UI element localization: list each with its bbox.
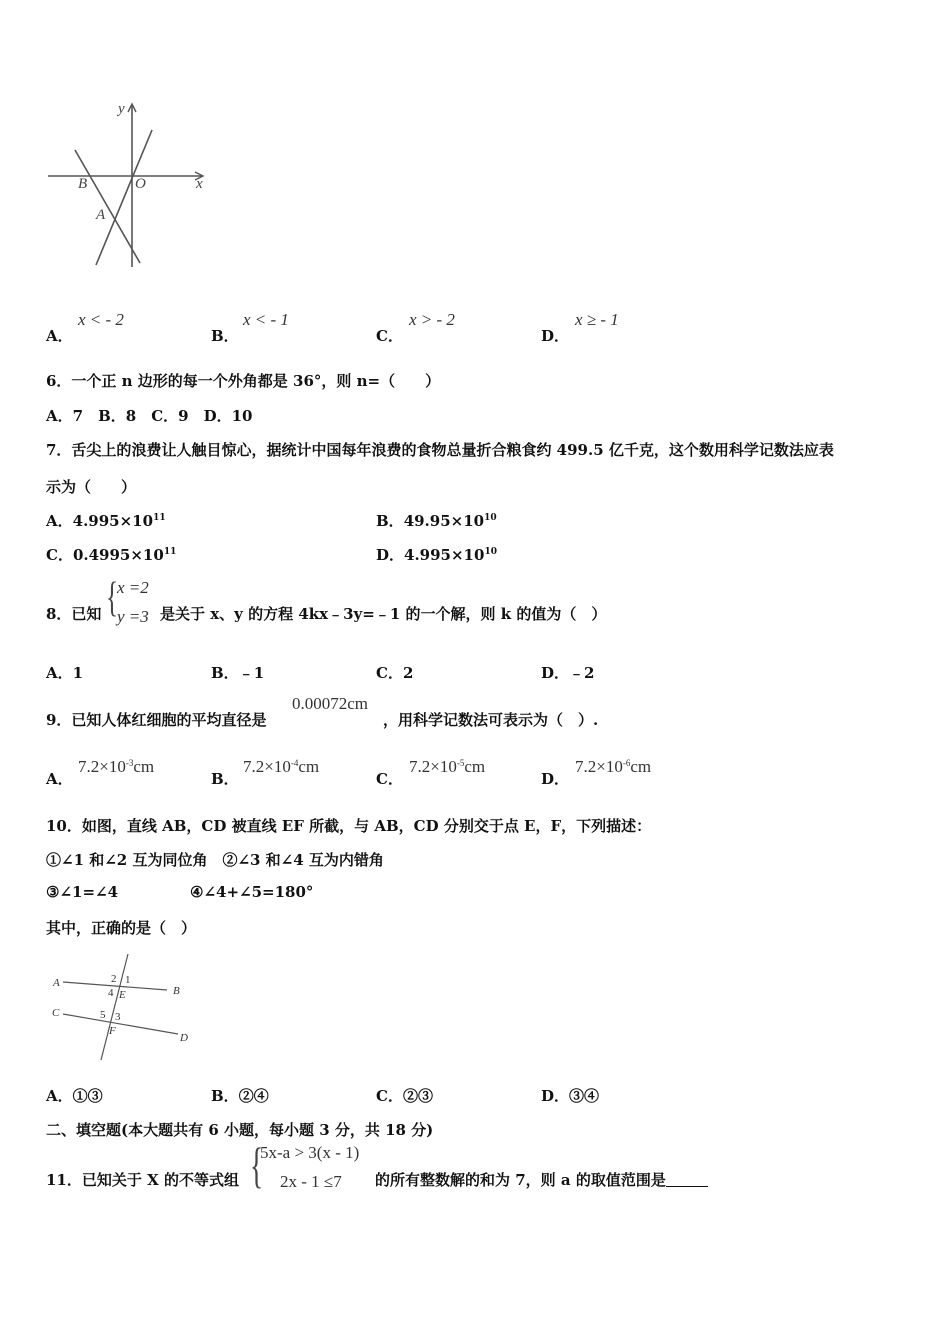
line-through-a bbox=[96, 130, 152, 265]
q8-system-eq2: y =3 bbox=[117, 607, 149, 626]
q8-system-eq1: x =2 bbox=[117, 578, 149, 597]
q5-option-a[interactable]: A． bbox=[46, 327, 73, 345]
q7-option-c[interactable]: C．$0.4995\times 10^{11}$ bbox=[46, 546, 177, 564]
q11-suffix: 的所有整数解的和为 7，则 a 的取值范围是 bbox=[375, 1169, 708, 1190]
q5-option-c[interactable]: C． bbox=[376, 327, 403, 345]
label-o: O bbox=[135, 176, 146, 192]
label-b: B bbox=[78, 176, 88, 192]
q9-option-c-expr: $7.2\times 10^{-5}cm$ bbox=[409, 757, 486, 776]
fig-label-f: F bbox=[109, 1025, 116, 1037]
q11-inequality-1: 5x-a > 3(x - 1) bbox=[260, 1143, 360, 1162]
q9-option-c[interactable]: C． bbox=[376, 770, 403, 788]
fig-label-a: A bbox=[53, 977, 60, 989]
line-through-b bbox=[75, 150, 140, 263]
q11-system-brace: { bbox=[250, 1137, 264, 1193]
q7-option-a[interactable]: A．$4.995\times 10^{11}$ bbox=[46, 512, 166, 530]
q5-option-d[interactable]: D． bbox=[541, 327, 570, 345]
q8-system-brace: { bbox=[106, 575, 119, 621]
label-x: x bbox=[196, 176, 203, 192]
fig-label-d: D bbox=[180, 1032, 188, 1044]
q9-option-d-expr: $7.2\times 10^{-6}cm$ bbox=[575, 757, 652, 776]
q6-options[interactable]: A．7 B．8 C．9 D．10 bbox=[46, 407, 253, 425]
label-y: y bbox=[118, 101, 125, 117]
fig-label-e: E bbox=[119, 989, 126, 1001]
q10-option-b[interactable]: B．②④ bbox=[211, 1087, 269, 1105]
label-a: A bbox=[96, 207, 106, 223]
q5-option-d-expr: x ≥ - 1 bbox=[575, 310, 619, 329]
q9-option-b[interactable]: B． bbox=[211, 770, 239, 788]
q5-option-b[interactable]: B． bbox=[211, 327, 239, 345]
q10-statement-4: ④∠4+∠5=180° bbox=[190, 883, 314, 901]
q9-option-b-expr: $7.2\times 10^{-4}cm$ bbox=[243, 757, 320, 776]
fig-angle-4: 4 bbox=[108, 987, 114, 999]
q11-inequality-2: 2x - 1 ≤7 bbox=[280, 1172, 342, 1191]
fig-angle-2: 2 bbox=[111, 973, 117, 985]
q9-value: 0.00072cm bbox=[292, 694, 369, 713]
q7-option-d[interactable]: D．$4.995\times 10^{10}$ bbox=[376, 546, 497, 564]
q10-statement-3: ③∠1=∠4 bbox=[46, 883, 119, 901]
q10-option-a[interactable]: A．①③ bbox=[46, 1087, 103, 1105]
line-ef bbox=[101, 954, 128, 1060]
q10-question: 其中，正确的是（ ） bbox=[46, 919, 197, 937]
q6-stem: 6．一个正 n 边形的每一个外角都是 36°，则 n=（ ） bbox=[46, 372, 441, 390]
q10-option-c[interactable]: C．②③ bbox=[376, 1087, 433, 1105]
q10-stem: 10．如图，直线 AB，CD 被直线 EF 所截，与 AB，CD 分别交于点 E，F，下列描述： bbox=[46, 817, 652, 835]
q8-option-d[interactable]: D．﹣2 bbox=[541, 664, 595, 682]
q9-suffix: ，用科学记数法可表示为（ ）. bbox=[383, 711, 599, 729]
q5-option-a-expr: x < - 2 bbox=[78, 310, 124, 329]
fig-angle-3: 3 bbox=[115, 1011, 121, 1023]
q8-option-c[interactable]: C．2 bbox=[376, 664, 414, 682]
q7-option-b[interactable]: B．$49.95\times 10^{10}$ bbox=[376, 512, 497, 530]
fig-label-c: C bbox=[52, 1007, 60, 1019]
fig-angle-1: 1 bbox=[125, 974, 131, 986]
q10-option-d[interactable]: D．③④ bbox=[541, 1087, 600, 1105]
q9-option-a-expr: $7.2\times 10^{-3}cm$ bbox=[78, 757, 155, 776]
q7-stem-line1: 7．舌尖上的浪费让人触目惊心，据统计中国每年浪费的食物总量折合粮食约 499.5 亿千克，这个数用科学记数法应表 bbox=[46, 441, 834, 459]
q7-stem-line2: 示为（ ） bbox=[46, 478, 137, 496]
q8-option-a[interactable]: A．1 bbox=[46, 664, 84, 682]
q5-option-c-expr: x > - 2 bbox=[409, 310, 455, 329]
q5-option-b-expr: x < - 1 bbox=[243, 310, 289, 329]
q8-suffix: 是关于 x、y 的方程 4kx﹣3y=﹣1 的一个解，则 k 的值为（ ） bbox=[160, 605, 607, 623]
q11-answer-blank[interactable] bbox=[666, 1172, 708, 1187]
fig-label-b: B bbox=[173, 985, 180, 997]
q9-option-d[interactable]: D． bbox=[541, 770, 570, 788]
q9-prefix: 9．已知人体红细胞的平均直径是 bbox=[46, 711, 267, 729]
q11-prefix: 11．已知关于 X 的不等式组 bbox=[46, 1171, 239, 1189]
q9-option-a[interactable]: A． bbox=[46, 770, 73, 788]
coordinate-graph-figure bbox=[40, 95, 215, 275]
transversal-figure bbox=[45, 948, 205, 1063]
line-cd bbox=[63, 1014, 178, 1034]
section-2-heading: 二、填空题(本大题共有 6 小题，每小题 3 分，共 18 分) bbox=[46, 1121, 434, 1139]
q8-option-b[interactable]: B．﹣1 bbox=[211, 664, 265, 682]
fig-angle-5: 5 bbox=[100, 1009, 106, 1021]
q8-prefix: 8．已知 bbox=[46, 605, 102, 623]
q10-statements-1-2: ①∠1 和∠2 互为同位角 ②∠3 和∠4 互为内错角 bbox=[46, 851, 384, 869]
